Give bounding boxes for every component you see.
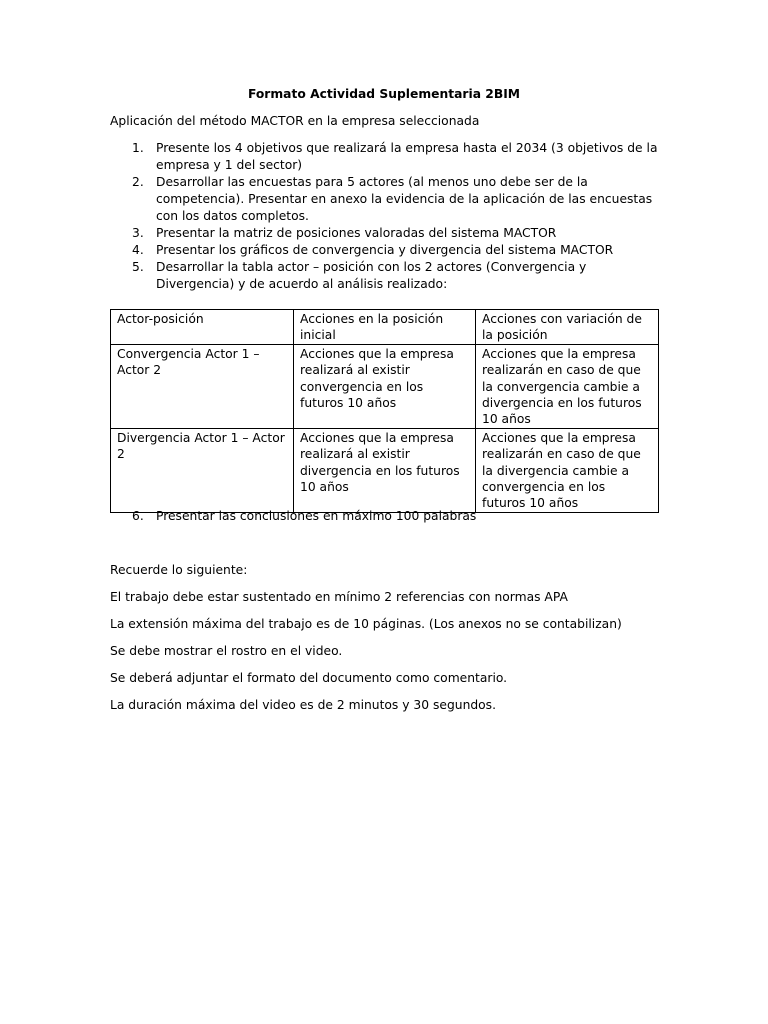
list-number: 6. <box>132 509 144 523</box>
list-text: Desarrollar las encuestas para 5 actores (al menos uno debe ser de la competencia). Presentar en anexo la evidencia de la aplicación de las encuestas con los datos completos. <box>156 175 653 223</box>
note-paragraph: Se deberá adjuntar el formato del documento como comentario. <box>110 671 508 685</box>
note-paragraph: La duración máxima del video es de 2 minutos y 30 segundos. <box>110 698 497 712</box>
list-item <box>110 508 658 525</box>
table-cell: Divergencia Actor 1 – Actor 2 <box>111 428 294 512</box>
reminder-notes <box>110 562 670 724</box>
note-paragraph: La extensión máxima del trabajo es de 10 páginas. (Los anexos no se contabilizan) <box>110 617 622 631</box>
list-number: 5. <box>132 260 144 274</box>
table-cell: Convergencia Actor 1 – Actor 2 <box>111 344 294 428</box>
actor-position-table <box>110 309 659 513</box>
table-cell: Acciones que la empresa realizará al existir divergencia en los futuros 10 años <box>294 428 476 512</box>
list-text: Presentar la matriz de posiciones valoradas del sistema MACTOR <box>156 226 557 240</box>
list-number: 3. <box>132 226 144 240</box>
list-item <box>110 174 658 225</box>
table-row <box>111 428 659 512</box>
table-header-cell: Acciones en la posición inicial <box>294 310 476 345</box>
list-item <box>110 140 658 174</box>
table-cell: Acciones que la empresa realizará al existir convergencia en los futuros 10 años <box>294 344 476 428</box>
table-header-row <box>111 310 659 345</box>
list-text: Presente los 4 objetivos que realizará la empresa hasta el 2034 (3 objetivos de la empresa y 1 del sector) <box>156 141 658 172</box>
list-item <box>110 225 658 242</box>
list-item <box>110 259 658 293</box>
list-number: 1. <box>132 141 144 155</box>
list-text: Presentar los gráficos de convergencia y divergencia del sistema MACTOR <box>156 243 614 257</box>
document-title: Formato Actividad Suplementaria 2BIM <box>247 87 521 101</box>
list-text: Presentar las conclusiones en máximo 100 palabras <box>156 509 477 523</box>
instruction-list <box>110 140 658 293</box>
table-cell: Acciones que la empresa realizarán en caso de que la divergencia cambie a convergencia en los futuros 10 años <box>476 428 659 512</box>
note-paragraph: Recuerde lo siguiente: <box>110 563 248 577</box>
list-number: 2. <box>132 175 144 189</box>
note-paragraph: El trabajo debe estar sustentado en mínimo 2 referencias con normas APA <box>110 590 568 604</box>
intro-paragraph: Aplicación del método MACTOR en la empresa seleccionada <box>110 114 480 128</box>
table-header-cell: Acciones con variación de la posición <box>476 310 659 345</box>
table-header-cell: Actor-posición <box>111 310 294 345</box>
table-row <box>111 344 659 428</box>
list-text: Desarrollar la tabla actor – posición con los 2 actores (Convergencia y Divergencia) y de acuerdo al análisis realizado: <box>156 260 587 291</box>
note-paragraph: Se debe mostrar el rostro en el video. <box>110 644 343 658</box>
table-cell: Acciones que la empresa realizarán en caso de que la convergencia cambie a divergencia en los futuros 10 años <box>476 344 659 428</box>
list-item <box>110 242 658 259</box>
list-number: 4. <box>132 243 144 257</box>
